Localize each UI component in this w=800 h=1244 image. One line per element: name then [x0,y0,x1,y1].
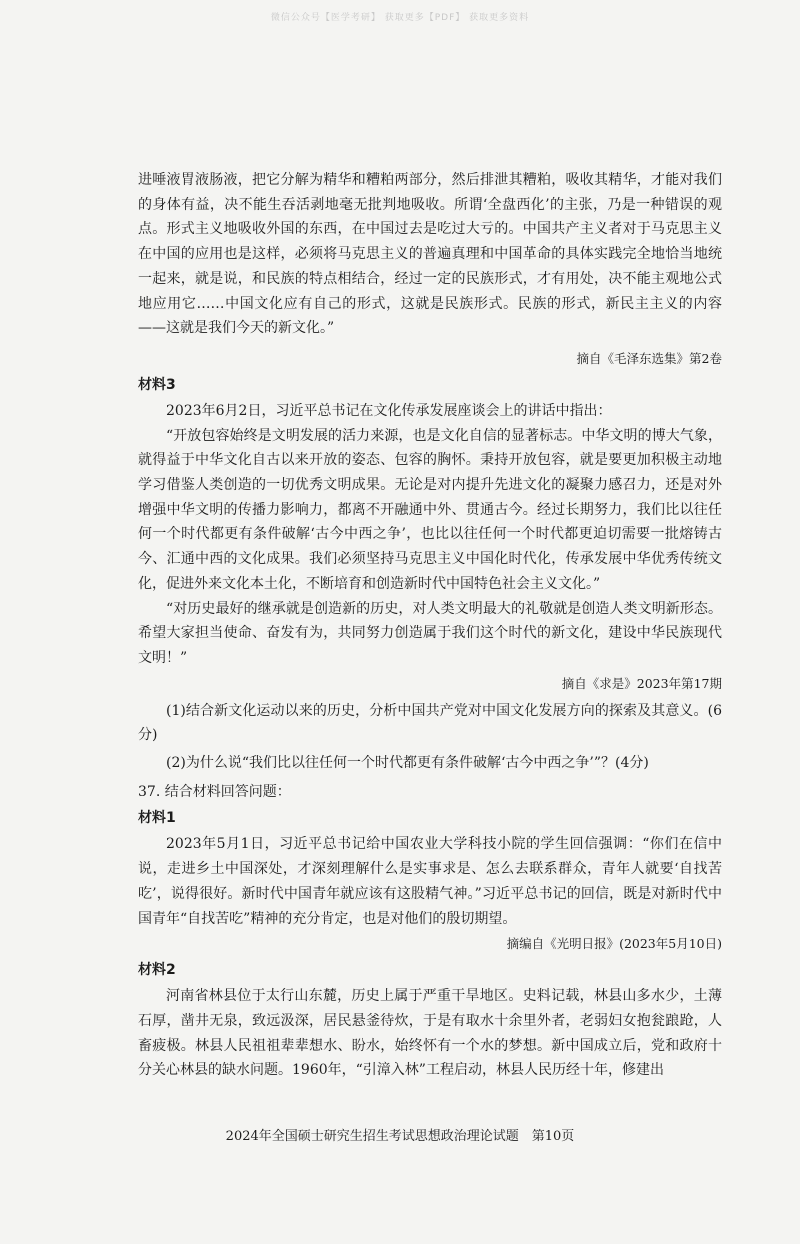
question-2: (2)为什么说“我们比以往任何一个时代都更有条件破解‘古今中西之争’”？(4分) [166,755,649,772]
material1-text: 2023年5月1日，习近平总书记给中国农业大学科技小院的学生回信强调：“你们在信中说，走进乡土中国深处，才深刻理解什么是实事求是、怎么去联系群众，青年人就要‘自找苦吃’，说得很好。新时代中国青年就应该有这股精气神。”习近平总书记的回信，既是对新时代中国青年“自找苦吃”精神的充分肯定，也是对他们的殷切期望。 [138,836,722,927]
page-footer: 2024年全国硕士研究生招生考试思想政治理论试题 第10页 [225,1129,575,1144]
watermark: 微信公众号【医学考研】 获取更多【PDF】 获取更多资料 [270,13,530,23]
material1-heading: 材料1 [138,810,176,827]
material3-source: 摘自《求是》2023年第17期 [561,675,722,691]
question-37-title: 37. 结合材料回答问题： [138,783,291,800]
material2-text: 河南省林县位于太行山东麓，历史上属于严重干旱地区。史料记载，林县山多水少，土薄石厚，凿井无泉，致远汲深，居民悬釜待炊，于是有取水十余里外者，老弱妇女抱瓮踉跄，人畜疲极。林县人民祖祖辈辈想水、盼水，始终怀有一个水的梦想。新中国成立后，党和政府十分关心林县的缺水问题。1960年，“引漳入林”工程启动，林县人民历经十年，修建出 [138,988,722,1079]
material3-quote2: “对历史最好的继承就是创造新的历史，对人类文明最大的礼敬就是创造人类文明新形态。希望大家担当使命、奋发有为，共同努力创造属于我们这个时代的新文化，建设中华民族现代文明！” [138,600,722,666]
material1-source: 摘编自《光明日报》(2023年5月10日) [506,936,722,952]
material3-quote1: “开放包容始终是文明发展的活力来源，也是文化自信的显著标志。中华文明的博大气象，就得益于中华文化自古以来开放的姿态、包容的胸怀。秉持开放包容，就是要更加积极主动地学习借鉴人类创造的一切优秀文明成果。无论是对内提升先进文化的凝聚力感召力，还是对外增强中华文明的传播力影响力，都离不开融通中外、贯通古今。经过长期努力，我们比以往任何一个时代都更有条件破解‘古今中西之争’，也比以往任何一个时代都更迫切需要一批熔铸古今、汇通中西的文化成果。我们必须坚持马克思主义中国化时代化，传承发展中华优秀传统文化，促进外来文化本土化，不断培育和创造新时代中国特色社会主义文化。” [138,427,722,592]
material3-heading: 材料3 [138,376,176,393]
question-1: (1)结合新文化运动以来的历史，分析中国共产党对中国文化发展方向的探索及其意义。(6分) [138,702,722,744]
page-content [138,168,722,1083]
intro-source: 摘自《毛泽东选集》第2卷 [576,350,722,366]
intro-paragraph: 进唾液胃液肠液，把它分解为精华和糟粕两部分，然后排泄其糟粕，吸收其精华，才能对我们的身体有益，决不能生吞活剥地毫无批判地吸收。所谓‘全盘西化’的主张，乃是一种错误的观点。形式主义地吸收外国的东西，在中国过去是吃过大亏的。中国共产主义者对于马克思主义在中国的应用也是这样，必须将马克思主义的普遍真理和中国革命的具体实践完全地恰当地统一起来，就是说，和民族的特点相结合，经过一定的民族形式，才有用处，决不能主观地公式地应用它……中国文化应有自己的形式，这就是民族形式。民族的形式，新民主主义的内容——这就是我们今天的新文化。” [138,172,722,337]
material3-lead: 2023年6月2日，习近平总书记在文化传承发展座谈会上的讲话中指出： [166,402,612,419]
material2-heading: 材料2 [138,962,176,979]
